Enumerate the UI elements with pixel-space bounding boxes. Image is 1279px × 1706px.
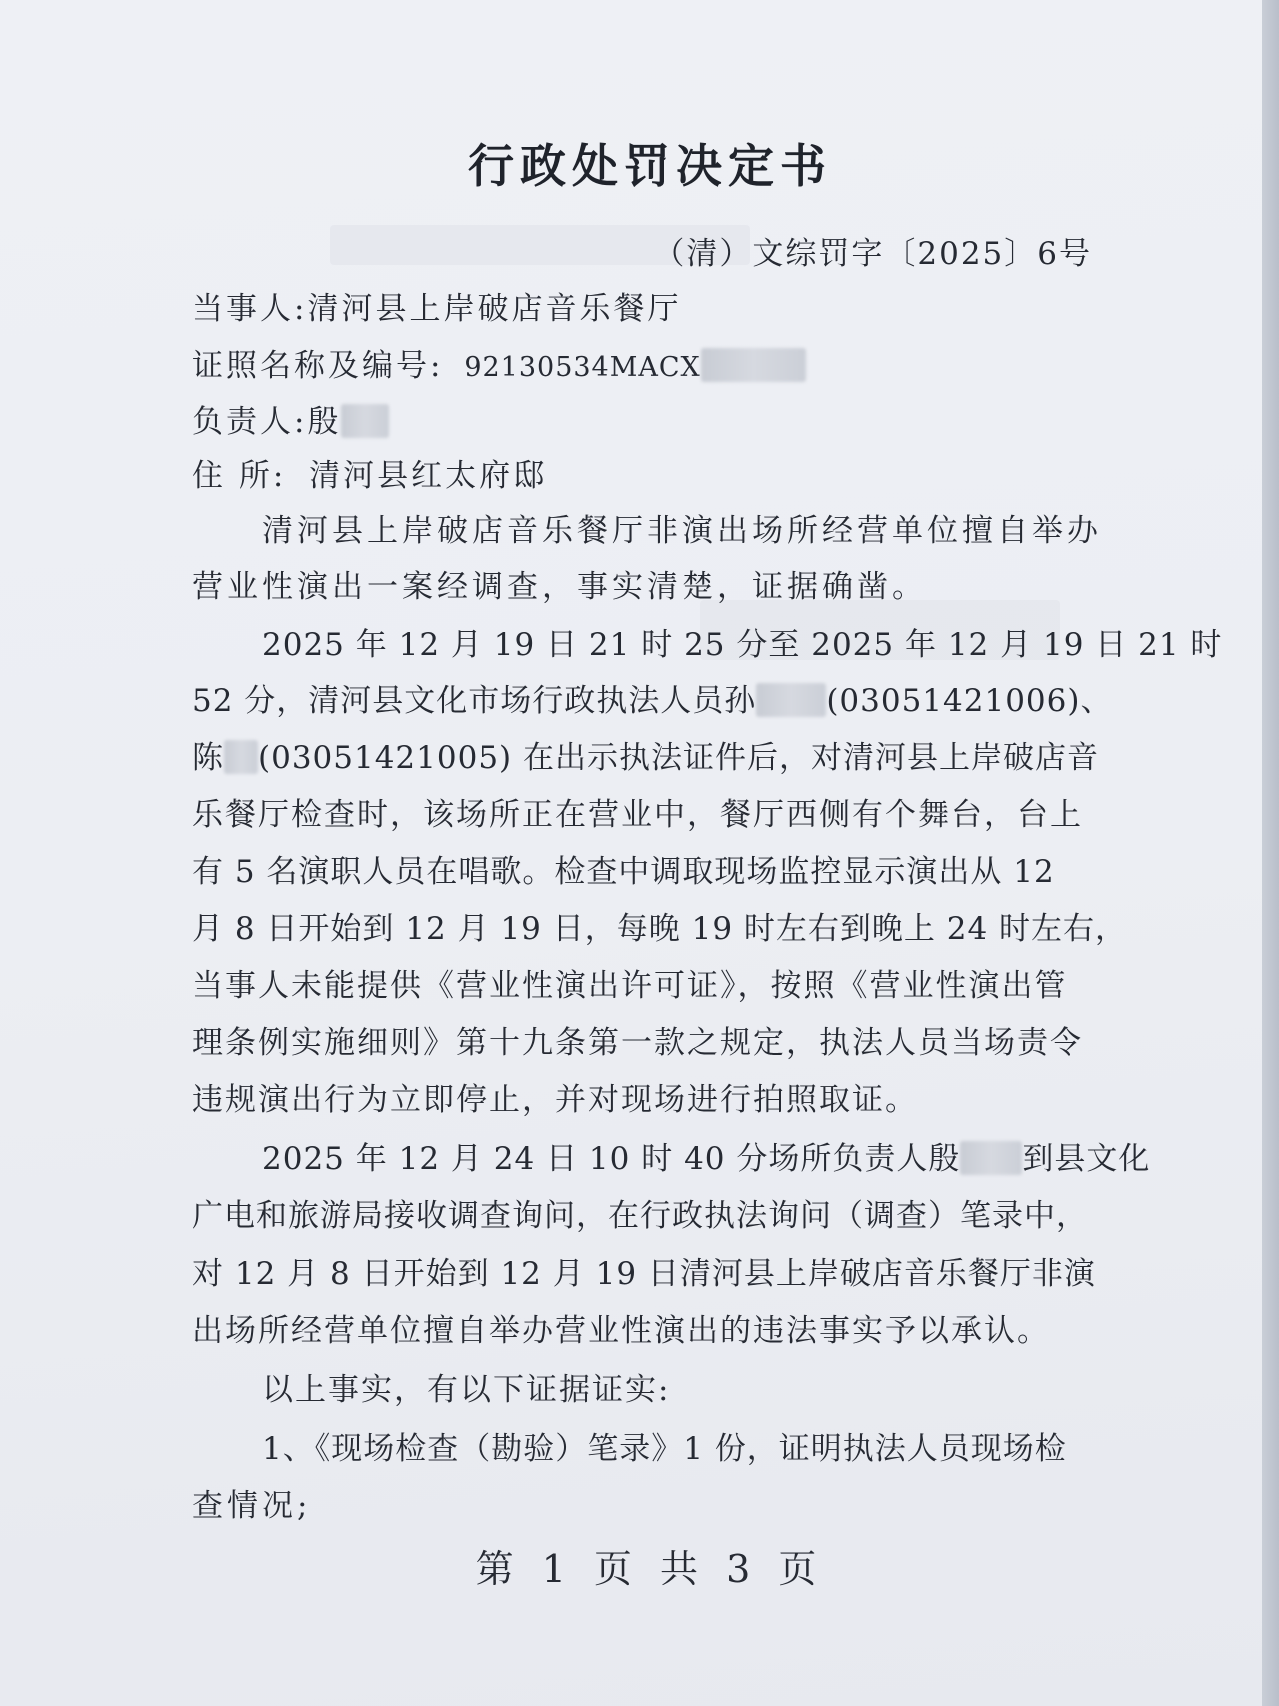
body-line: 月 8 日开始到 12 月 19 日，每晚 19 时左右到晚上 24 时左右， (192, 911, 1128, 947)
body-line: 以上事实，有以下证据证实: (262, 1372, 671, 1408)
party-value: 清河县上岸破店音乐餐厅 (307, 291, 682, 327)
body-line: 对 12 月 8 日开始到 12 月 19 日清河县上岸破店音乐餐厅非演 (192, 1256, 1096, 1292)
redaction-mosaic (756, 683, 826, 717)
party-row (192, 283, 681, 328)
body-line: 营业性演出一案经调查，事实清楚，证据确凿。 (192, 569, 927, 605)
body-line: 出场所经营单位擅自举办营业性演出的违法事实予以承认。 (192, 1313, 1050, 1349)
body-line: 2025 年 12 月 19 日 21 时 25 分至 2025 年 12 月 19 日 21 时 (262, 627, 1223, 663)
redaction-mosaic (341, 404, 389, 438)
body-line: 1、《现场检查（勘验）笔录》1 份，证明执法人员现场检 (262, 1431, 1067, 1467)
redaction-mosaic (224, 740, 258, 774)
responsible-label: 负责人: (192, 404, 308, 440)
document-number: （清）文综罚字〔2025〕6号 (653, 236, 1092, 272)
body-line: 理条例实施细则》第十九条第一款之规定，执法人员当场责令 (192, 1025, 1083, 1061)
body-segment: (03051421006)、 (826, 683, 1113, 719)
address-row (192, 450, 547, 495)
body-line (192, 675, 1112, 720)
page-footer: 第 1 页 共 3 页 (475, 1547, 825, 1591)
redaction-mosaic (960, 1141, 1022, 1175)
document-title: 行政处罚决定书 (468, 139, 832, 193)
license-value: 92130534MACX (464, 352, 701, 383)
address-label: 住 所: (192, 458, 287, 494)
body-line: 有 5 名演职人员在唱歌。检查中调取现场监控显示演出从 12 (192, 854, 1055, 890)
background-edge (1262, 0, 1279, 1706)
party-label: 当事人: (192, 291, 308, 327)
license-label: 证照名称及编号: (192, 348, 444, 384)
body-line (192, 732, 1099, 777)
body-segment: 到县文化 (1022, 1141, 1151, 1177)
body-segment: 陈 (192, 740, 224, 776)
body-segment: (03051421005) 在出示执法证件后，对清河县上岸破店音 (258, 740, 1099, 776)
body-line: 乐餐厅检查时，该场所正在营业中，餐厅西侧有个舞台，台上 (192, 797, 1083, 833)
body-line: 清河县上岸破店音乐餐厅非演出场所经营单位擅自举办 (262, 513, 1102, 549)
body-line: 广电和旅游局接收调查询问，在行政执法询问（调查）笔录中， (192, 1198, 1088, 1234)
body-line (262, 1133, 1150, 1178)
responsible-value: 殷 (307, 404, 342, 440)
body-line: 违规演出行为立即停止，并对现场进行拍照取证。 (192, 1082, 918, 1118)
license-row (192, 340, 806, 385)
body-segment: 2025 年 12 月 24 日 10 时 40 分场所负责人殷 (262, 1141, 961, 1177)
address-value: 清河县红太府邸 (309, 458, 548, 494)
redaction-mosaic (701, 348, 806, 382)
body-line: 查情况; (192, 1488, 312, 1524)
body-segment: 52 分，清河县文化市场行政执法人员孙 (192, 683, 757, 719)
body-line: 当事人未能提供《营业性演出许可证》，按照《营业性演出管 (192, 968, 1068, 1004)
responsible-row (192, 396, 389, 441)
